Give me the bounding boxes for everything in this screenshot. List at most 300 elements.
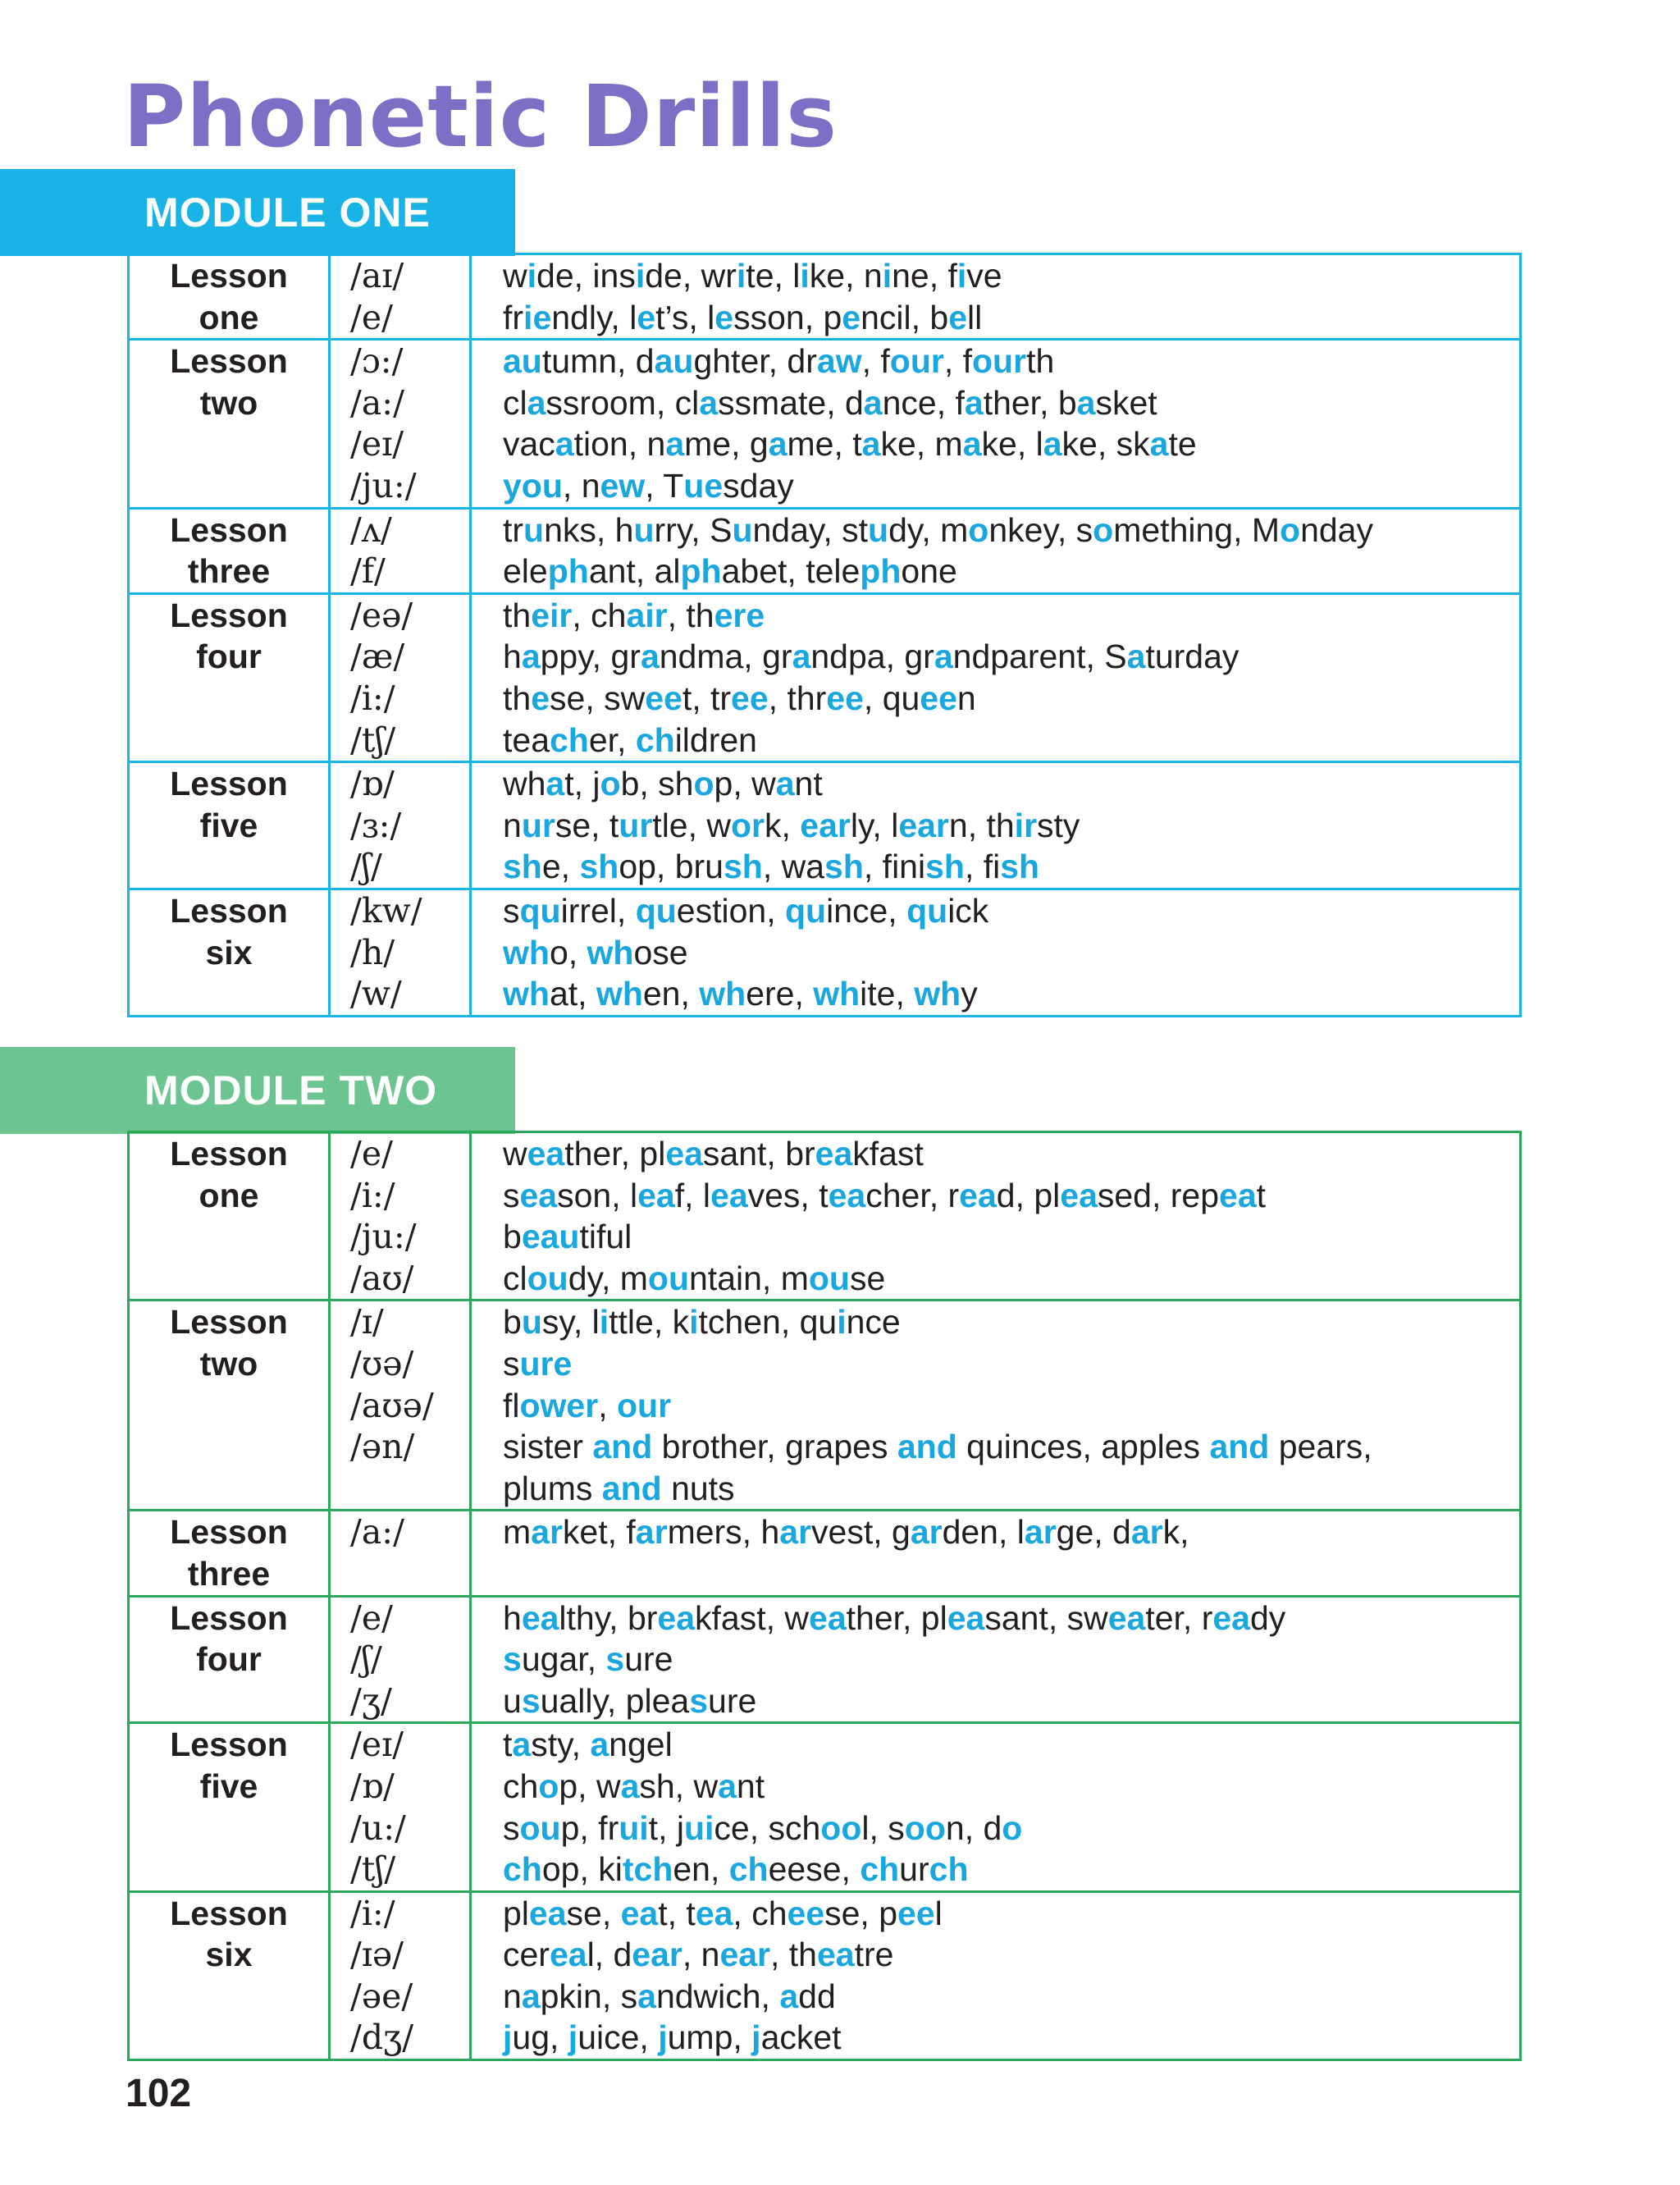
ipa-cell xyxy=(330,1132,471,1300)
highlighted-letters: ea xyxy=(1212,1598,1250,1637)
highlighted-letters: au xyxy=(654,342,694,381)
highlighted-letters: j xyxy=(568,2018,578,2057)
highlighted-letters: ch xyxy=(503,1850,542,1889)
lesson-label xyxy=(129,1723,330,1891)
highlighted-letters: u xyxy=(523,510,545,549)
highlighted-letters: j xyxy=(751,2018,761,2057)
lesson-label-line: Lesson xyxy=(170,1894,288,1932)
highlighted-letters: sh xyxy=(723,848,763,886)
ipa-symbol: /ʊə/ xyxy=(350,1343,414,1383)
ipa-symbol: /aʊə/ xyxy=(350,1385,434,1425)
highlighted-letters: our xyxy=(889,342,944,381)
highlighted-letters: a xyxy=(964,383,984,422)
ipa-symbol: /i:/ xyxy=(350,1893,395,1933)
highlighted-letters: ch xyxy=(929,1850,969,1889)
word-list: cereal, dear, near, theatre xyxy=(503,1936,894,1974)
word-list: flower, our xyxy=(503,1386,672,1424)
highlighted-letters: j xyxy=(658,2018,668,2057)
highlighted-letters: a xyxy=(637,1977,656,2015)
highlighted-letters: wh xyxy=(699,975,746,1013)
lesson-label-line: Lesson xyxy=(170,765,288,803)
word-list: happy, grandma, grandpa, grandparent, Saturday xyxy=(503,638,1239,676)
highlighted-letters: a xyxy=(1043,425,1062,464)
ipa-symbol: /tʃ/ xyxy=(350,720,396,760)
highlighted-letters: a xyxy=(863,383,883,422)
highlighted-letters: ir xyxy=(1014,806,1038,844)
lesson-row xyxy=(129,762,1521,889)
highlighted-letters: au xyxy=(503,342,542,381)
highlighted-letters: ur xyxy=(521,806,555,844)
ipa-cell xyxy=(330,762,471,889)
lesson-label xyxy=(129,1511,330,1596)
highlighted-letters: a xyxy=(512,1726,532,1764)
highlighted-letters: ea xyxy=(809,1598,847,1637)
lesson-row xyxy=(129,593,1521,761)
lesson-label-line: four xyxy=(196,1640,262,1679)
page-title: Phonetic Drills xyxy=(123,66,838,167)
highlighted-letters: ie xyxy=(523,298,552,336)
word-list: what, when, where, white, why xyxy=(503,975,978,1013)
ipa-symbol: /ʌ/ xyxy=(350,510,392,550)
highlighted-letters: a xyxy=(861,425,881,464)
lesson-row xyxy=(129,889,1521,1016)
ipa-cell xyxy=(330,508,471,593)
word-list: who, whose xyxy=(503,933,688,971)
ipa-symbol: /e/ xyxy=(350,1134,393,1173)
highlighted-letters: a xyxy=(962,425,982,464)
highlighted-letters: ph xyxy=(680,552,722,591)
ipa-cell xyxy=(330,1723,471,1891)
module-one-table xyxy=(127,253,1522,1017)
word-list: weather, pleasant, breakfast xyxy=(503,1135,924,1172)
highlighted-letters: ar xyxy=(635,1513,668,1552)
highlighted-letters: ph xyxy=(860,552,902,591)
highlighted-letters: a xyxy=(718,1767,737,1805)
highlighted-letters: ue xyxy=(683,466,724,505)
word-list: elephant, alphabet, telephone xyxy=(503,552,957,591)
highlighted-letters: ee xyxy=(897,1894,935,1932)
word-list: plums and nuts xyxy=(503,1469,735,1507)
highlighted-letters: sh xyxy=(579,848,619,886)
page-number: 102 xyxy=(126,2072,192,2115)
word-list: trunks, hurry, Sunday, study, monkey, something, Monday xyxy=(503,510,1373,549)
word-list: healthy, breakfast, weather, pleasant, sweater, ready xyxy=(503,1598,1286,1637)
highlighted-letters: wh xyxy=(503,975,550,1013)
highlighted-letters: a xyxy=(1149,425,1169,464)
highlighted-letters: wh xyxy=(503,933,550,971)
ipa-symbol: /e/ xyxy=(350,297,393,337)
word-list: cloudy, mountain, mouse xyxy=(503,1259,886,1297)
ipa-symbol xyxy=(350,1553,469,1595)
lesson-label-line: Lesson xyxy=(170,1726,288,1764)
word-list: beautiful xyxy=(503,1218,632,1256)
highlighted-letters: ea xyxy=(549,1936,587,1974)
ipa-cell xyxy=(330,593,471,761)
lesson-row xyxy=(129,508,1521,593)
highlighted-letters: e xyxy=(531,679,550,717)
highlighted-letters: ui xyxy=(619,1808,649,1847)
ipa-cell xyxy=(330,1300,471,1511)
lesson-row xyxy=(129,1596,1521,1723)
highlighted-letters: ou xyxy=(647,1259,689,1297)
highlighted-letters: e xyxy=(842,298,861,336)
highlighted-letters: ar xyxy=(910,1513,943,1552)
word-list: sugar, sure xyxy=(503,1640,673,1679)
module-two-banner: MODULE TWO xyxy=(0,1047,515,1134)
highlighted-letters: ph xyxy=(547,552,589,591)
highlighted-letters: ea xyxy=(1107,1598,1146,1637)
ipa-symbol: /kw/ xyxy=(350,890,422,930)
words-cell xyxy=(471,1723,1521,1891)
word-list: market, farmers, harvest, garden, large, dark, xyxy=(503,1513,1189,1552)
highlighted-letters: a xyxy=(792,638,811,676)
lesson-label-line: five xyxy=(199,1767,258,1805)
lesson-label-line: Lesson xyxy=(170,1513,288,1552)
ipa-symbol: /a:/ xyxy=(350,382,404,423)
highlighted-letters: ew xyxy=(600,466,646,505)
highlighted-letters: a xyxy=(640,638,660,676)
ipa-symbol: /ʃ/ xyxy=(350,1639,382,1680)
lesson-label xyxy=(129,1596,330,1723)
highlighted-letters: i xyxy=(800,257,810,295)
lesson-label-line: three xyxy=(187,552,271,591)
highlighted-letters: ch xyxy=(728,1850,769,1889)
word-list: these, sweet, tree, three, queen xyxy=(503,679,976,717)
word-list: nurse, turtle, work, early, learn, thirsty xyxy=(503,806,1080,844)
highlighted-letters: ar xyxy=(779,1513,812,1552)
highlighted-letters: a xyxy=(521,1977,541,2015)
lesson-label xyxy=(129,1132,330,1300)
ipa-symbol: /eɪ/ xyxy=(350,424,404,464)
highlighted-letters: i xyxy=(527,257,537,295)
ipa-symbol: /ʒ/ xyxy=(350,1680,392,1721)
ipa-symbol: /w/ xyxy=(350,974,402,1014)
lesson-row xyxy=(129,254,1521,340)
module-one-banner: MODULE ONE xyxy=(0,169,515,256)
highlighted-letters: o xyxy=(1093,510,1114,549)
word-list: classroom, classmate, dance, father, basket xyxy=(503,383,1157,422)
highlighted-letters: ee xyxy=(826,679,864,717)
word-list: wide, inside, write, like, nine, five xyxy=(503,257,1002,295)
ipa-symbol: /eə/ xyxy=(350,595,413,635)
highlighted-letters: u xyxy=(868,510,889,549)
highlighted-letters: ea xyxy=(519,1176,558,1214)
highlighted-letters: u xyxy=(633,510,655,549)
lesson-label xyxy=(129,254,330,340)
highlighted-letters: ea xyxy=(1060,1176,1098,1214)
word-list: jug, juice, jump, jacket xyxy=(503,2018,842,2057)
highlighted-letters: wh xyxy=(596,975,643,1013)
lesson-row xyxy=(129,1132,1521,1300)
highlighted-letters: sh xyxy=(503,848,542,886)
highlighted-letters: qu xyxy=(635,891,677,930)
highlighted-letters: a xyxy=(665,425,685,464)
word-list: vacation, name, game, take, make, lake, skate xyxy=(503,425,1197,464)
highlighted-letters: a xyxy=(768,425,788,464)
lesson-row xyxy=(129,1891,1521,2059)
highlighted-letters: s xyxy=(689,1681,709,1720)
highlighted-letters: ea xyxy=(620,1894,659,1932)
highlighted-letters: ea xyxy=(637,1176,675,1214)
words-cell xyxy=(471,889,1521,1016)
words-cell xyxy=(471,1300,1521,1511)
highlighted-letters: eau xyxy=(521,1218,580,1256)
highlighted-letters: ee xyxy=(645,679,682,717)
word-list: sure xyxy=(503,1344,573,1383)
highlighted-letters: a xyxy=(1126,638,1146,676)
words-cell xyxy=(471,1891,1521,2059)
highlighted-letters: o xyxy=(968,510,989,549)
highlighted-letters: our xyxy=(972,342,1027,381)
highlighted-letters: ere xyxy=(714,596,765,634)
highlighted-letters: tch xyxy=(622,1850,673,1889)
ipa-symbol: /æ/ xyxy=(350,637,405,677)
highlighted-letters: sh xyxy=(1000,848,1040,886)
lesson-label-line: Lesson xyxy=(170,342,288,381)
lesson-label-line: Lesson xyxy=(170,1303,288,1342)
highlighted-letters: ear xyxy=(898,806,949,844)
highlighted-letters: a xyxy=(620,1767,640,1805)
highlighted-letters: ear xyxy=(800,806,851,844)
word-list: squirrel, question, quince, quick xyxy=(503,891,989,930)
highlighted-letters: you xyxy=(503,466,563,505)
highlighted-letters: i xyxy=(689,1303,699,1342)
lesson-label-line: Lesson xyxy=(170,510,288,549)
highlighted-letters: ee xyxy=(787,1894,825,1932)
highlighted-letters: i xyxy=(837,1303,847,1342)
highlighted-letters: a xyxy=(590,1726,609,1764)
highlighted-letters: a xyxy=(775,765,795,803)
ipa-symbol: /əe/ xyxy=(350,1976,413,2016)
ipa-symbol: /h/ xyxy=(350,932,395,972)
highlighted-letters: and xyxy=(1209,1428,1270,1466)
lesson-row xyxy=(129,1511,1521,1596)
highlighted-letters: wh xyxy=(587,933,634,971)
highlighted-letters: ea xyxy=(665,1135,703,1172)
highlighted-letters: qu xyxy=(785,891,827,930)
lesson-label-line: six xyxy=(205,933,253,971)
word-list: please, eat, tea, cheese, peel xyxy=(503,1894,943,1932)
highlighted-letters: ea xyxy=(816,1936,855,1974)
lesson-label-line: Lesson xyxy=(170,891,288,930)
lesson-label-line: one xyxy=(199,1176,259,1214)
highlighted-letters: ea xyxy=(959,1176,997,1214)
highlighted-letters: ur xyxy=(619,806,653,844)
highlighted-letters: ea xyxy=(657,1598,696,1637)
highlighted-letters: qu xyxy=(519,891,561,930)
ipa-symbol: /ɒ/ xyxy=(350,1766,395,1806)
ipa-symbol: /a:/ xyxy=(350,1512,404,1552)
highlighted-letters: and xyxy=(897,1428,957,1466)
lesson-label xyxy=(129,1300,330,1511)
highlighted-letters: i xyxy=(882,257,892,295)
ipa-symbol: /f/ xyxy=(350,551,386,592)
highlighted-letters: o xyxy=(1280,510,1301,549)
ipa-cell xyxy=(330,889,471,1016)
highlighted-letters: i xyxy=(599,1303,609,1342)
words-cell xyxy=(471,254,1521,340)
highlighted-letters: qu xyxy=(906,891,948,930)
highlighted-letters: ure xyxy=(519,1344,573,1383)
ipa-cell xyxy=(330,340,471,508)
lesson-row xyxy=(129,340,1521,508)
lesson-label-line: Lesson xyxy=(170,257,288,295)
highlighted-letters: ou xyxy=(808,1259,850,1297)
highlighted-letters: ou xyxy=(527,1259,568,1297)
highlighted-letters: ea xyxy=(710,1176,748,1214)
word-list xyxy=(503,1553,1519,1595)
highlighted-letters: oo xyxy=(904,1808,946,1847)
ipa-symbol: /e/ xyxy=(350,1598,393,1638)
highlighted-letters: a xyxy=(699,383,719,422)
highlighted-letters: our xyxy=(617,1386,672,1424)
highlighted-letters: ee xyxy=(920,679,957,717)
highlighted-letters: ea xyxy=(528,1894,567,1932)
highlighted-letters: u xyxy=(732,510,753,549)
highlighted-letters: ui xyxy=(683,1808,714,1847)
highlighted-letters: ar xyxy=(1024,1513,1057,1552)
lesson-label-line: Lesson xyxy=(170,1598,288,1637)
lesson-label xyxy=(129,762,330,889)
highlighted-letters: ea xyxy=(828,1176,866,1214)
word-list: autumn, daughter, draw, four, fourth xyxy=(503,342,1055,381)
word-list: tasty, angel xyxy=(503,1726,673,1764)
lesson-label xyxy=(129,889,330,1016)
highlighted-letters: ower xyxy=(519,1386,599,1424)
lesson-row xyxy=(129,1723,1521,1891)
highlighted-letters: wh xyxy=(813,975,861,1013)
highlighted-letters: o xyxy=(1002,1808,1023,1847)
highlighted-letters: ch xyxy=(550,720,589,759)
lesson-row xyxy=(129,1300,1521,1511)
ipa-symbol: /aʊ/ xyxy=(350,1258,414,1298)
word-list: their, chair, there xyxy=(503,596,765,634)
ipa-symbol: /i:/ xyxy=(350,678,395,718)
word-list: soup, fruit, juice, school, soon, do xyxy=(503,1808,1023,1847)
words-cell xyxy=(471,1596,1521,1723)
word-list: what, job, shop, want xyxy=(503,765,823,803)
highlighted-letters: o xyxy=(538,1767,559,1805)
ipa-symbol xyxy=(350,1468,469,1510)
lesson-label xyxy=(129,593,330,761)
highlighted-letters: aw xyxy=(816,342,862,381)
ipa-symbol: /ʃ/ xyxy=(350,847,382,887)
module-two-table xyxy=(127,1131,1522,2061)
words-cell xyxy=(471,1511,1521,1596)
highlighted-letters: s xyxy=(503,1640,522,1679)
word-list: friendly, let’s, lesson, pencil, bell xyxy=(503,298,983,336)
word-list: season, leaf, leaves, teacher, read, pleased, repeat xyxy=(503,1176,1267,1214)
highlighted-letters: s xyxy=(605,1640,625,1679)
highlighted-letters: sh xyxy=(824,848,864,886)
words-cell xyxy=(471,1132,1521,1300)
ipa-symbol: /ju:/ xyxy=(350,465,417,505)
words-cell xyxy=(471,508,1521,593)
ipa-symbol: /i:/ xyxy=(350,1175,395,1215)
word-list: chop, kitchen, cheese, church xyxy=(503,1850,969,1889)
highlighted-letters: ee xyxy=(731,679,769,717)
highlighted-letters: a xyxy=(521,638,541,676)
highlighted-letters: a xyxy=(546,765,565,803)
ipa-symbol: /ɜ:/ xyxy=(350,805,402,845)
lesson-label-line: two xyxy=(199,1344,258,1383)
ipa-symbol: /ən/ xyxy=(350,1427,415,1467)
highlighted-letters: ar xyxy=(531,1513,563,1552)
highlighted-letters: i xyxy=(956,257,967,295)
word-list: usually, pleasure xyxy=(503,1681,757,1720)
word-list: you, new, Tuesday xyxy=(503,466,794,505)
highlighted-letters: ea xyxy=(947,1598,985,1637)
highlighted-letters: o xyxy=(693,765,714,803)
ipa-cell xyxy=(330,1511,471,1596)
ipa-symbol: /aɪ/ xyxy=(350,256,404,295)
lesson-label xyxy=(129,508,330,593)
highlighted-letters: e xyxy=(637,298,656,336)
highlighted-letters: eir xyxy=(531,596,573,634)
lesson-label-line: four xyxy=(196,638,262,676)
ipa-symbol: /ɔ:/ xyxy=(350,341,404,382)
highlighted-letters: or xyxy=(731,806,765,844)
highlighted-letters: s xyxy=(521,1681,541,1720)
word-list: chop, wash, want xyxy=(503,1767,765,1805)
lesson-label xyxy=(129,1891,330,2059)
highlighted-letters: ch xyxy=(635,720,675,759)
lesson-label-line: one xyxy=(199,298,259,336)
highlighted-letters: ea xyxy=(695,1894,733,1932)
words-cell xyxy=(471,593,1521,761)
word-list: sister and brother, grapes and quinces, apples and pears, xyxy=(503,1428,1372,1466)
lesson-label-line: two xyxy=(199,383,258,422)
highlighted-letters: ea xyxy=(1219,1176,1257,1214)
highlighted-letters: i xyxy=(736,257,746,295)
highlighted-letters: ear xyxy=(719,1936,770,1974)
highlighted-letters: ea xyxy=(527,1135,565,1172)
highlighted-letters: air xyxy=(626,596,668,634)
highlighted-letters: a xyxy=(934,638,953,676)
highlighted-letters: oo xyxy=(820,1808,862,1847)
lesson-label-line: Lesson xyxy=(170,596,288,634)
ipa-symbol: /ɒ/ xyxy=(350,764,395,804)
words-cell xyxy=(471,340,1521,508)
highlighted-letters: a xyxy=(527,383,546,422)
highlighted-letters: a xyxy=(779,1977,799,2015)
ipa-symbol: /dʒ/ xyxy=(350,2018,414,2058)
highlighted-letters: sh xyxy=(925,848,965,886)
highlighted-letters: and xyxy=(592,1428,653,1466)
highlighted-letters: ea xyxy=(521,1598,559,1637)
highlighted-letters: ou xyxy=(519,1808,561,1847)
highlighted-letters: a xyxy=(1076,383,1096,422)
word-list: napkin, sandwich, add xyxy=(503,1977,836,2015)
word-list: she, shop, brush, wash, finish, fish xyxy=(503,848,1040,886)
ipa-symbol: /tʃ/ xyxy=(350,1849,396,1890)
ipa-symbol: /u:/ xyxy=(350,1808,406,1848)
highlighted-letters: ch xyxy=(860,1850,900,1889)
ipa-cell xyxy=(330,1596,471,1723)
ipa-cell xyxy=(330,1891,471,2059)
word-list: teacher, children xyxy=(503,720,757,759)
ipa-symbol: /ɪə/ xyxy=(350,1935,404,1975)
highlighted-letters: u xyxy=(521,1303,542,1342)
highlighted-letters: ar xyxy=(1130,1513,1163,1552)
lesson-label-line: five xyxy=(199,806,258,844)
lesson-label-line: six xyxy=(205,1936,253,1974)
highlighted-letters: j xyxy=(503,2018,513,2057)
ipa-symbol: /ju:/ xyxy=(350,1217,417,1257)
ipa-symbol: /ɪ/ xyxy=(350,1302,384,1342)
lesson-label xyxy=(129,340,330,508)
words-cell xyxy=(471,762,1521,889)
